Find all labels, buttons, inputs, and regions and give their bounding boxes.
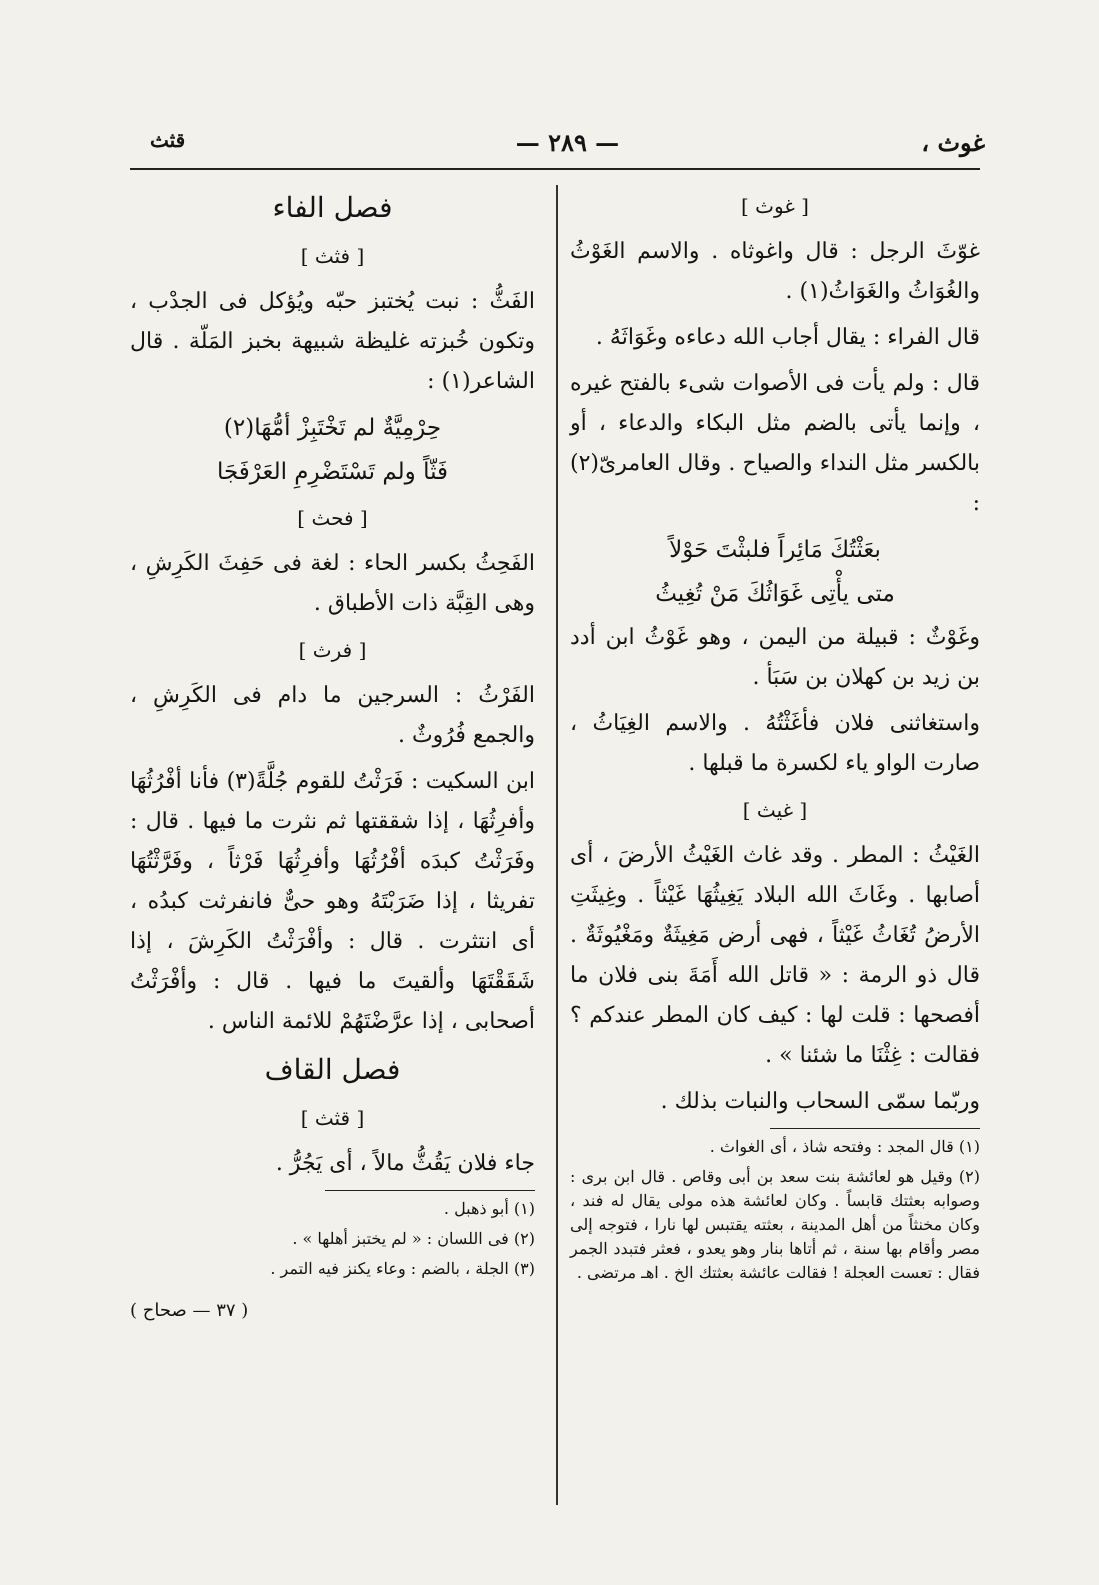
footnote: (١) أبو ذهبل . (443, 1199, 535, 1218)
section-heading: فصل القاف (264, 1053, 401, 1086)
entry-text: واستغاثنى فلان فأغَثْتُهُ . والاسم الغِيَاثُ ، صارت الواو ياء لكسرة ما قبلها . (570, 711, 980, 776)
entry-text: الفَثُّ : نبت يُختبز حبّه ويُؤكل فى الجدْب ، وتكون خُبزته غليظة شبيهة بخبز المَلّة . قال الشاعر(١) : (130, 289, 535, 394)
entry-text: ابن السكيت : فَرَثْتُ للقوم جُلَّةً(٣) فأنا أفْرُثُهَا وأفرِثُهَا ، إذا شققتها ثم نثرت ما فيها . قال : وفَرَثْتُ كبدَه أفْرُثُهَا وأفرِثُهَا فَرْثاً ، وفَرَّثْتُهَا تفريثا ، إذا ضَرَبْتَهُ وهو حىٌّ فانفرثت كبدُه ، أى انتثرت . قال : وأفْرَثْتُ الكَرِشَ ، إذا شَقَقْتَهَا وألقيتَ ما فيها . قال : وأفْرَثْتُ أصحابى ، إذا عرَّضْتَهُمْ للائمة الناس . (130, 769, 535, 1034)
page-number: — ٢٨٩ — (515, 128, 620, 157)
entry-text: وغَوْثٌ : قبيلة من اليمن ، وهو غَوْثُ ابن أدد بن زيد بن كهلان بن سَبَأ . (570, 625, 980, 690)
header-root-word: غوث ، (921, 128, 985, 157)
entry-heading: [ فرث ] (298, 638, 367, 662)
entry-text: الغَيْثُ : المطر . وقد غاث الغَيْثُ الأرضَ ، أى أصابها . وغَاثَ الله البلاد يَغِيثُهَا غَيْثاً . وغِيثَتِ الأرضُ تُغَاثُ غَيْثاً ، فهى أرض مَغِيثَةٌ ومَغْيُوثَةٌ . قال ذو الرمة : « قاتل الله أَمَةَ بنى فلان ما أفصحها : قلت لها : كيف كان المطر عندكم ؟ فقالت : غِثْنَا ما شئنا » . (570, 843, 980, 1068)
entry-text: الفَرْثُ : السرجين ما دام فى الكَرِشِ ، والجمع فُرُوثٌ . (130, 683, 535, 748)
entry-heading: [ فحث ] (297, 506, 368, 530)
header-root-word-end: قثث (150, 128, 186, 152)
entry-heading: [ قثث ] (300, 1106, 365, 1130)
entry-heading: [ فثث ] (300, 244, 365, 268)
entry-heading: [ غوث ] (741, 194, 809, 218)
verse-line: حِرْمِيَّةٌ لم تَخْتَبِزْ أمُّهَا(٢) (223, 415, 442, 441)
entry-text: الفَحِثُ بكسر الحاء : لغة فى حَفِثَ الكَرِشِ ، وهى القِبَّة ذات الأطباق . (130, 551, 535, 616)
verse-line: متى يأْتِى غَوَاثُكَ مَنْ تُغِيثُ (655, 581, 895, 607)
header-divider (130, 168, 980, 170)
page-header (150, 128, 985, 168)
footnote: (٢) فى اللسان : « لم يختبز أهلها » . (292, 1229, 535, 1248)
entry-text: غوّثَ الرجل : قال واغوثاه . والاسم الغَوْثُ والغُوَاثُ والغَوَاثُ(١) . (570, 239, 980, 304)
section-heading: فصل الفاء (272, 191, 393, 224)
entry-heading: [ غيث ] (742, 798, 808, 822)
left-column (130, 180, 535, 1331)
footnote: (٢) وقيل هو لعائشة بنت سعد بن أبى وقاص . قال ابن برى : وصوابه بعثتك قابساً . وكان لعائشة هذه مولى يقال له فند ، وكان مخنثاً من أهل المدينة ، بعثته يقتبس لها نارا ، فتوجه إلى مصر وأقام بها سنة ، ثم أتاها بنار وهو يعدو ، فعثر فتبدد الجمر فقال : تعست العجلة ! فقالت عائشة بعثتك الخ . اهـ مرتضى . (570, 1167, 980, 1282)
entry-text: قال : ولم يأت فى الأصوات شىء بالفتح غيره ، وإنما يأتى بالضم مثل البكاء والدعاء ، أو بالكسر مثل النداء والصياح . وقال العامرىّ(٢) : (570, 371, 980, 516)
signature-mark: ( ٣٧ — صحاح ) (130, 1300, 249, 1321)
right-column (570, 180, 980, 1291)
footnote-divider (770, 1128, 980, 1129)
footnote-divider (325, 1190, 535, 1191)
entry-text: جاء فلان يَقُثُّ مالاً ، أى يَجُرُّ . (275, 1151, 535, 1176)
footnote: (١) قال المجد : وفتحه شاذ ، أى الغواث . (709, 1137, 980, 1156)
verse-line: فَثّاً ولم تَسْتَضْرِمِ العَرْفَجَا (216, 459, 449, 485)
entry-text: وربّما سمّى السحاب والنبات بذلك . (660, 1089, 980, 1114)
footnote: (٣) الجلة ، بالضم : وعاء يكنز فيه التمر . (270, 1259, 535, 1278)
column-divider (556, 185, 558, 1505)
entry-text: قال الفراء : يقال أجاب الله دعاءه وغَوَاثَهُ . (595, 325, 980, 350)
verse-line: بعَثْتُكَ مَائِراً فلبثْتَ حَوْلاً (669, 537, 881, 563)
